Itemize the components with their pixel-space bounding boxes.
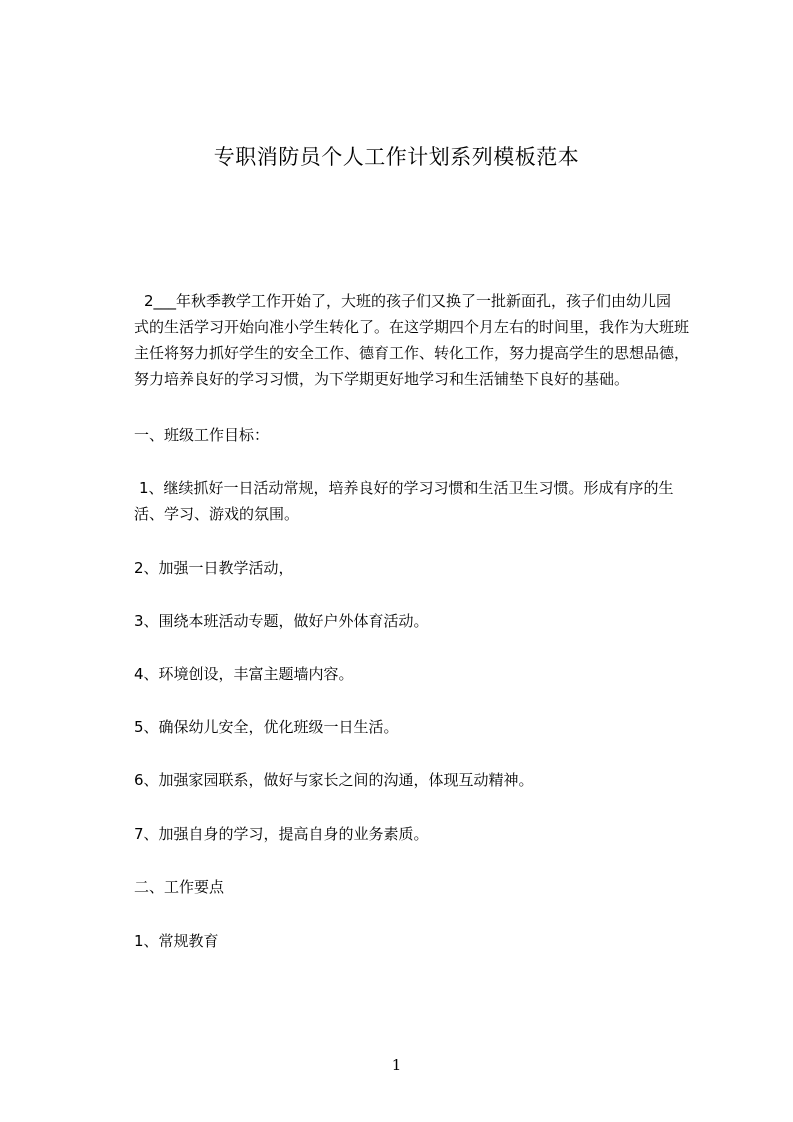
intro-line-2: 式的生活学习开始向准小学生转化了。在这学期四个月左右的时间里，我作为大班班: [134, 318, 690, 336]
document-title: 专职消防员个人工作计划系列模板范本: [213, 145, 580, 169]
intro-paragraph: [134, 288, 714, 392]
goal-item-4: 4、环境创设，丰富主题墙内容。: [134, 665, 354, 683]
section-heading-key-points: 二、工作要点: [134, 878, 225, 896]
goal-1-line-1: 1、继续抓好一日活动常规，培养良好的学习习惯和生活卫生习惯。形成有序的生: [139, 479, 674, 497]
section-heading-goals: 一、班级工作目标：: [134, 426, 270, 444]
key-point-item-1: 1、常规教育: [134, 932, 219, 950]
goal-item-5: 5、确保幼儿安全，优化班级一日生活。: [134, 718, 399, 736]
page-number: 1: [391, 1056, 402, 1074]
goal-item-2: 2、加强一日教学活动，: [134, 559, 294, 577]
intro-line-3: 主任将努力抓好学生的安全工作、德育工作、转化工作，努力提高学生的思想品德，: [134, 344, 690, 362]
goal-item-1: [134, 475, 714, 527]
goal-item-6: 6、加强家园联系，做好与家长之间的沟通，体现互动精神。: [134, 771, 534, 789]
goal-item-7: 7、加强自身的学习，提高自身的业务素质。: [134, 825, 429, 843]
intro-line-4: 努力培养良好的学习习惯，为下学期更好地学习和生活铺垫下良好的基础。: [134, 370, 630, 388]
intro-line-1: 2___年秋季教学工作开始了，大班的孩子们又换了一批新面孔，孩子们由幼儿园: [144, 292, 672, 310]
goal-item-3: 3、围绕本班活动专题，做好户外体育活动。: [134, 612, 429, 630]
goal-1-line-2: 活、学习、游戏的氛围。: [134, 505, 300, 523]
